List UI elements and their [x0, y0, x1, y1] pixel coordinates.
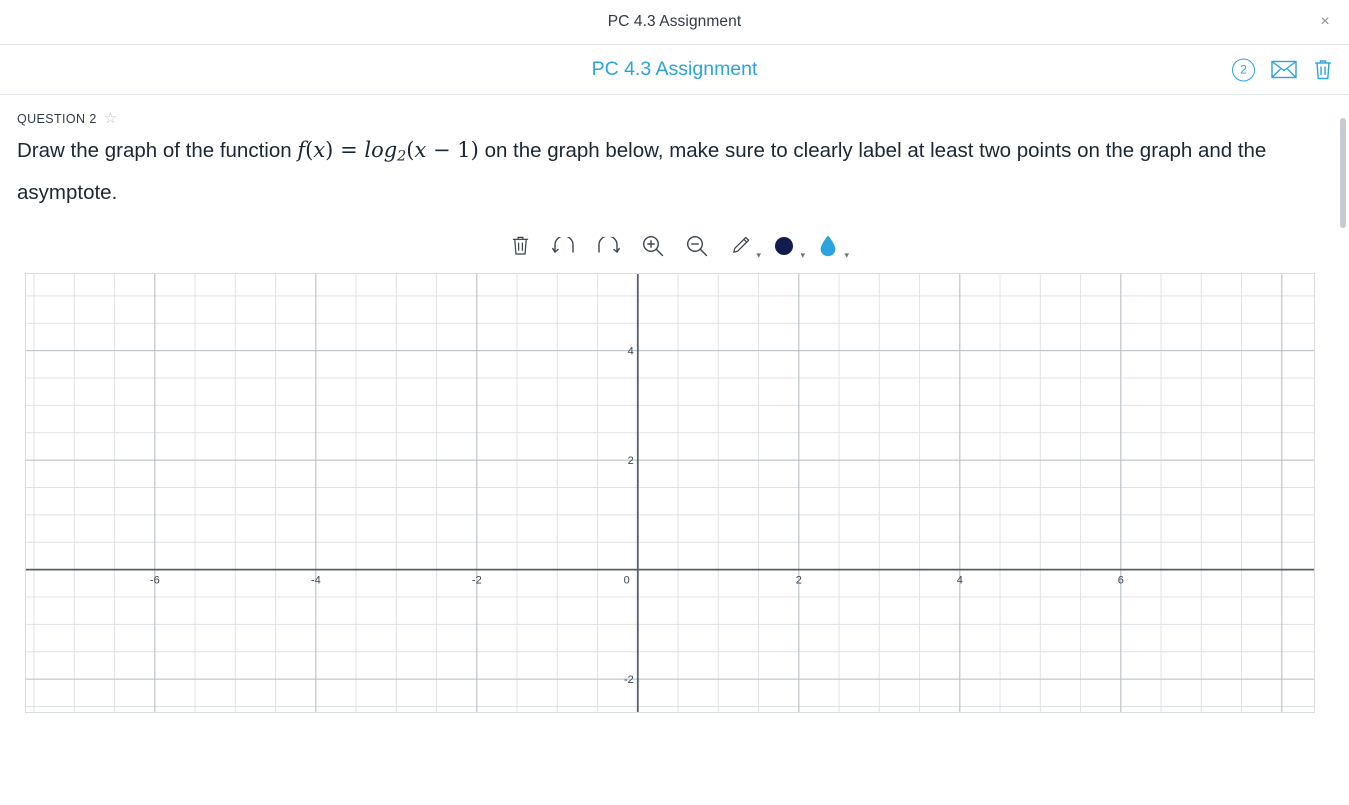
math-open-paren-1: (: [305, 138, 314, 162]
page-scrollbar[interactable]: [1340, 108, 1346, 798]
assignment-title: PC 4.3 Assignment: [591, 58, 758, 80]
math-open-paren-2: (: [406, 138, 415, 162]
math-equals-sign: =: [340, 138, 358, 162]
math-minus: −: [432, 138, 451, 162]
svg-text:4: 4: [956, 574, 963, 587]
scrollbar-thumb[interactable]: [1340, 118, 1346, 228]
svg-text:-2: -2: [624, 673, 634, 686]
window-title: PC 4.3 Assignment: [607, 13, 742, 30]
zoom-in-icon[interactable]: [637, 231, 667, 261]
question-header: [17, 111, 1331, 126]
question-count-badge[interactable]: 2: [1232, 58, 1255, 81]
assignment-header: [0, 45, 1349, 95]
graph-canvas[interactable]: [25, 273, 1315, 713]
prompt-text-start: Draw the graph of the function: [17, 139, 292, 162]
math-log: log: [364, 138, 398, 162]
color-dot-icon[interactable]: [769, 231, 805, 261]
fill-drop-icon[interactable]: [813, 231, 849, 261]
window-titlebar: [0, 0, 1349, 45]
close-icon[interactable]: ×: [1320, 13, 1330, 30]
math-close-paren-2: ): [470, 138, 479, 162]
math-base: 2: [397, 148, 407, 165]
drawing-toolbar: [17, 228, 1331, 264]
zoom-out-icon[interactable]: [681, 231, 711, 261]
prompt-text-end: on the graph below, make sure to clearly label at least two points on the graph and the asymptote.: [17, 139, 1267, 204]
svg-text:2: 2: [627, 454, 634, 467]
svg-text:-4: -4: [310, 574, 321, 587]
svg-text:2: 2: [795, 574, 802, 587]
svg-text:-2: -2: [471, 574, 482, 587]
svg-text:6: 6: [1117, 574, 1124, 587]
math-x-1: x: [313, 138, 326, 162]
math-x-2: x: [414, 138, 427, 162]
svg-text:4: 4: [627, 345, 634, 358]
question-label: QUESTION 2: [17, 111, 97, 126]
chevron-down-icon[interactable]: ▾: [800, 249, 805, 260]
math-one: 1: [457, 138, 471, 162]
math-expression: [297, 138, 479, 165]
math-close-paren-1: ): [325, 138, 334, 162]
coordinate-grid[interactable]: [26, 274, 1314, 712]
pen-color-swatch[interactable]: [775, 237, 793, 255]
trash-icon[interactable]: [1313, 59, 1333, 81]
assignment-header-tools: [1232, 58, 1333, 81]
question-content: [0, 95, 1349, 804]
delete-icon[interactable]: [505, 231, 535, 261]
undo-icon[interactable]: [549, 231, 579, 261]
svg-text:0: 0: [623, 574, 630, 587]
chevron-down-icon[interactable]: ▾: [756, 249, 761, 260]
question-prompt: [17, 133, 1317, 210]
svg-text:-6: -6: [149, 574, 160, 587]
chevron-down-icon[interactable]: ▾: [844, 249, 849, 260]
redo-icon[interactable]: [593, 231, 623, 261]
star-icon[interactable]: ☆: [103, 110, 118, 127]
mail-icon[interactable]: [1271, 60, 1297, 80]
pen-icon[interactable]: [725, 231, 761, 261]
math-f: f: [297, 138, 306, 162]
